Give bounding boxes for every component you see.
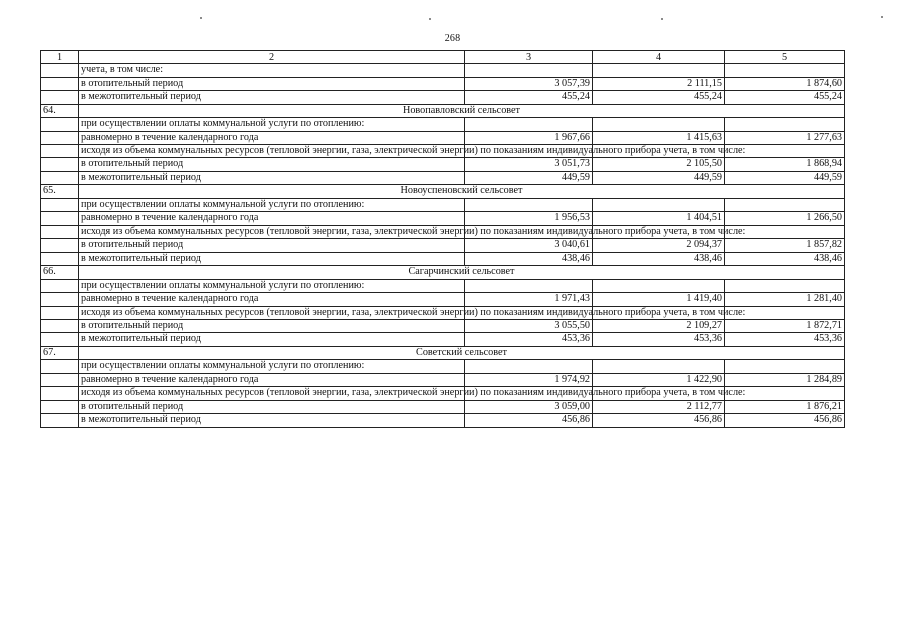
continued-row [41,91,845,105]
row-description: в отопительный период [79,158,465,172]
tariff-value-col-4: 1 422,90 [593,373,725,387]
row-number-cell [41,91,79,105]
row-description: равномерно в течение календарного года [79,293,465,307]
tariff-value-col-5 [725,118,845,132]
tariff-value-col-5: 455,24 [725,91,845,105]
tariff-value-col-3: 3 055,50 [465,319,593,333]
section-header-row [41,266,845,280]
tariff-value-col-5: 1 868,94 [725,158,845,172]
tariff-value-col-5: 1 277,63 [725,131,845,145]
row-number-cell [41,252,79,266]
tariff-value-col-4 [593,360,725,374]
tariff-value-col-5 [725,360,845,374]
row-number-cell [41,293,79,307]
tariff-value-col-4 [593,198,725,212]
row-number-cell [41,333,79,347]
tariff-value-col-3 [465,198,593,212]
tariff-value-col-5: 456,86 [725,414,845,428]
tariff-value-col-3: 1 956,53 [465,212,593,226]
tariff-table-body [41,51,845,428]
table-row [41,158,845,172]
section-number: 65. [41,185,79,199]
tariff-value-col-5: 1 266,50 [725,212,845,226]
row-description: исходя из объема коммунальных ресурсов (тепловой энергии, газа, электрической энергии) по показаниям индивидуального прибора учета, в том числе: [79,225,465,238]
table-row [41,333,845,347]
page-number: 268 [444,33,461,44]
tariff-value-col-5 [725,198,845,212]
row-description: в межотопительный период [79,171,465,185]
section-header-row [41,185,845,199]
tariff-value-col-3: 1 971,43 [465,293,593,307]
table-row [41,319,845,333]
row-number-cell [41,118,79,132]
table-row [41,225,845,238]
row-description: в отопительный период [79,400,465,414]
row-description: исходя из объема коммунальных ресурсов (тепловой энергии, газа, электрической энергии) по показаниям индивидуального прибора учета, в том числе: [79,306,465,319]
tariff-value-col-3 [465,64,593,78]
tariff-value-col-3 [465,360,593,374]
row-description: в отопительный период [79,77,465,91]
tariff-value-col-5: 449,59 [725,171,845,185]
section-header-row [41,104,845,118]
table-row [41,414,845,428]
tariff-value-col-4: 2 105,50 [593,158,725,172]
tariff-value-col-3: 453,36 [465,333,593,347]
table-row [41,387,845,400]
column-number-3: 3 [465,51,593,64]
tariff-value-col-3: 3 051,73 [465,158,593,172]
tariff-value-col-5 [725,64,845,78]
table-row [41,360,845,374]
tariff-value-col-3 [465,118,593,132]
row-number-cell [41,171,79,185]
row-number-cell [41,131,79,145]
tariff-value-col-3: 3 059,00 [465,400,593,414]
tariff-value-col-4: 1 419,40 [593,293,725,307]
row-description: в межотопительный период [79,91,465,105]
section-name: Советский сельсовет [79,346,845,360]
tariff-value-col-4: 456,86 [593,414,725,428]
table-row [41,118,845,132]
row-number-cell [41,64,79,78]
tariff-value-col-3: 438,46 [465,252,593,266]
table-row [41,373,845,387]
row-number-cell [41,414,79,428]
column-number-row [41,51,845,64]
row-number-cell [41,239,79,253]
tariff-value-col-5: 1 876,21 [725,400,845,414]
continued-row [41,77,845,91]
row-description: при осуществлении оплаты коммунальной услуги по отоплению: [79,279,465,293]
section-header-row [41,346,845,360]
row-description: исходя из объема коммунальных ресурсов (тепловой энергии, газа, электрической энергии) по показаниям индивидуального прибора учета, в том числе: [79,387,465,400]
section-number: 64. [41,104,79,118]
tariff-value-col-4: 2 112,77 [593,400,725,414]
tariff-value-col-4: 2 111,15 [593,77,725,91]
tariff-value-col-5: 1 281,40 [725,293,845,307]
row-description: учета, в том числе: [79,64,465,78]
row-description: в межотопительный период [79,333,465,347]
tariff-value-col-5: 438,46 [725,252,845,266]
tariff-value-col-3: 455,24 [465,91,593,105]
tariff-value-col-5: 1 872,71 [725,319,845,333]
tariff-value-col-4: 2 109,27 [593,319,725,333]
tariff-value-col-4: 2 094,37 [593,239,725,253]
row-number-cell [41,306,79,319]
tariff-value-col-3: 3 040,61 [465,239,593,253]
row-number-cell [41,319,79,333]
row-number-cell [41,373,79,387]
tariff-value-col-4: 449,59 [593,171,725,185]
table-row [41,131,845,145]
section-name: Новоуспеновский сельсовет [79,185,845,199]
tariff-value-col-5: 453,36 [725,333,845,347]
tariff-value-col-3: 456,86 [465,414,593,428]
row-description: в отопительный период [79,239,465,253]
table-row [41,198,845,212]
continued-row [41,64,845,78]
row-description: равномерно в течение календарного года [79,212,465,226]
column-number-1: 1 [41,51,79,64]
table-row [41,212,845,226]
tariff-value-col-4: 438,46 [593,252,725,266]
row-description: в межотопительный период [79,252,465,266]
tariff-value-col-3: 3 057,39 [465,77,593,91]
column-number-2: 2 [79,51,465,64]
tariff-value-col-4: 1 404,51 [593,212,725,226]
table-row [41,400,845,414]
tariff-value-col-4 [593,64,725,78]
row-number-cell [41,360,79,374]
row-description: исходя из объема коммунальных ресурсов (тепловой энергии, газа, электрической энергии) по показаниям индивидуального прибора учета, в том числе: [79,145,465,158]
tariff-value-col-5: 1 874,60 [725,77,845,91]
row-number-cell [41,387,79,400]
row-number-cell [41,279,79,293]
row-number-cell [41,158,79,172]
row-description: при осуществлении оплаты коммунальной услуги по отоплению: [79,198,465,212]
table-row [41,306,845,319]
row-description: в межотопительный период [79,414,465,428]
tariff-value-col-4: 1 415,63 [593,131,725,145]
row-description: равномерно в течение календарного года [79,373,465,387]
tariff-value-col-3: 1 967,66 [465,131,593,145]
tariff-value-col-3 [465,279,593,293]
tariff-value-col-3: 449,59 [465,171,593,185]
table-row [41,293,845,307]
column-number-5: 5 [725,51,845,64]
tariff-value-col-4 [593,279,725,293]
row-number-cell [41,225,79,238]
table-row [41,279,845,293]
section-number: 67. [41,346,79,360]
tariff-value-col-4: 455,24 [593,91,725,105]
row-number-cell [41,145,79,158]
row-number-cell [41,212,79,226]
tariff-value-col-5: 1 857,82 [725,239,845,253]
section-number: 66. [41,266,79,280]
tariff-value-col-5: 1 284,89 [725,373,845,387]
row-number-cell [41,198,79,212]
row-description: в отопительный период [79,319,465,333]
table-row [41,145,845,158]
tariff-value-col-4: 453,36 [593,333,725,347]
row-number-cell [41,77,79,91]
section-name: Сагарчинский сельсовет [79,266,845,280]
table-row [41,252,845,266]
table-row [41,171,845,185]
section-name: Новопавловский сельсовет [79,104,845,118]
row-description: при осуществлении оплаты коммунальной услуги по отоплению: [79,360,465,374]
table-row [41,239,845,253]
row-description: при осуществлении оплаты коммунальной услуги по отоплению: [79,118,465,132]
row-description: равномерно в течение календарного года [79,131,465,145]
row-number-cell [41,400,79,414]
tariff-table [40,50,845,428]
tariff-value-col-5 [725,279,845,293]
tariff-value-col-4 [593,118,725,132]
tariff-value-col-3: 1 974,92 [465,373,593,387]
column-number-4: 4 [593,51,725,64]
